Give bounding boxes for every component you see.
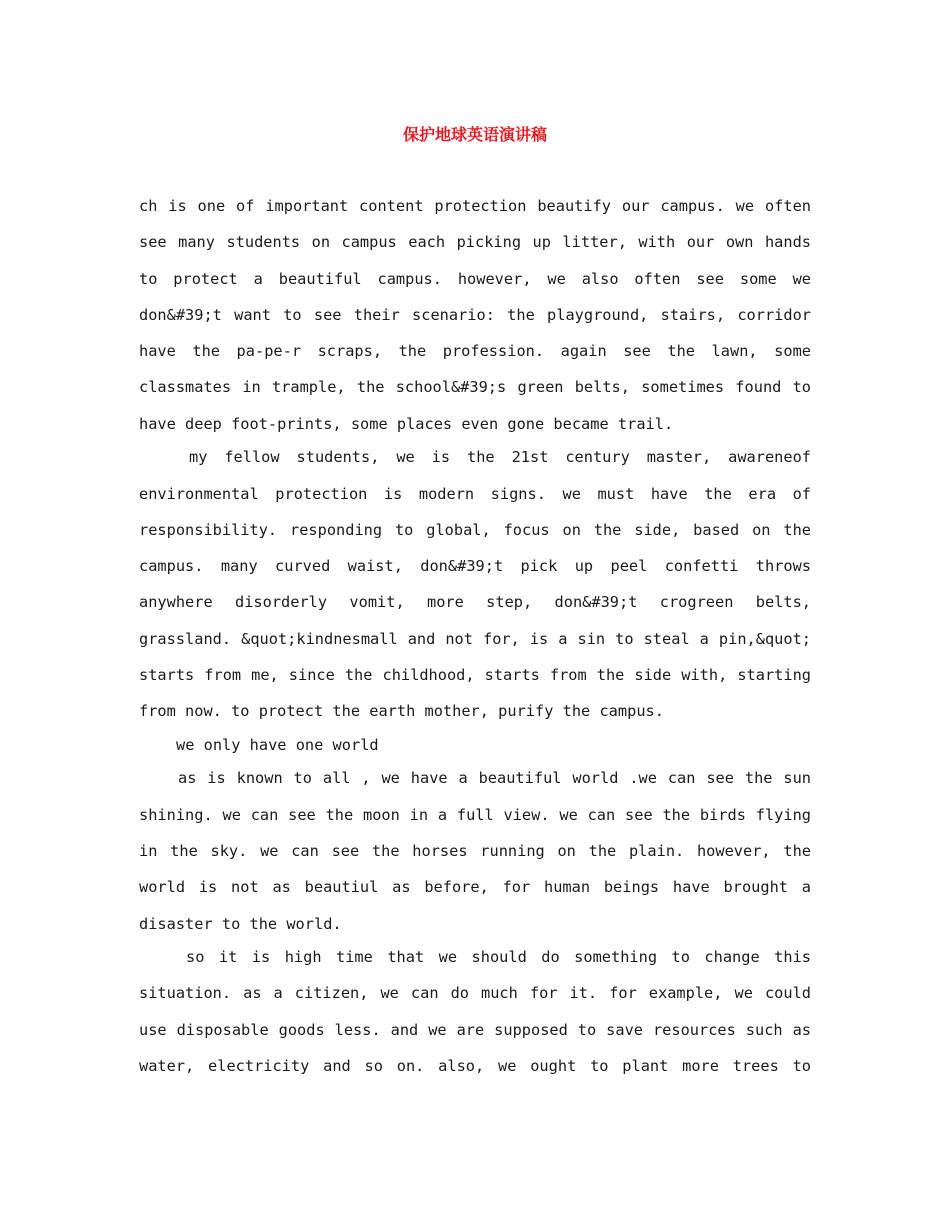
text-line: see many students on campus each picking up litter, with our own hands xyxy=(139,233,811,252)
text-line: classmates in trample, the school&#39;s green belts, sometimes found to xyxy=(139,378,811,397)
text-line: my fellow students, we is the 21st century master, awareneof xyxy=(189,448,811,467)
text-line: world is not as beautiul as before, for human beings have brought a xyxy=(139,878,811,897)
document-body xyxy=(139,194,811,1090)
text-line: responsibility. responding to global, focus on the side, based on the xyxy=(139,520,811,539)
paragraph-2 xyxy=(139,445,811,733)
text-line: have the pa-pe-r scraps, the profession. again see the lawn, some xyxy=(139,342,811,361)
text-line: situation. as a citizen, we can do much for it. for example, we could xyxy=(139,984,811,1003)
text-line: to protect a beautiful campus. however, we also often see some we xyxy=(139,269,811,288)
text-line: so it is high time that we should do something to change this xyxy=(186,948,811,967)
text-line: starts from me, since the childhood, starts from the side with, starting xyxy=(139,666,811,685)
text-line: grassland. &quot;kindnesmall and not for, is a sin to steal a pin,&quot; xyxy=(139,629,811,648)
text-line: environmental protection is modern signs. we must have the era of xyxy=(139,484,811,503)
paragraph-4 xyxy=(139,766,811,945)
text-line: water, electricity and so on. also, we ought to plant more trees to xyxy=(139,1056,811,1075)
text-line: shining. we can see the moon in a full view. we can see the birds flying xyxy=(139,805,811,824)
text-line: ch is one of important content protection beautify our campus. we often xyxy=(139,197,811,215)
section-heading: we only have one world xyxy=(176,735,379,754)
text-line: from now. to protect the earth mother, purify the campus. xyxy=(139,702,664,721)
text-line: as is known to all , we have a beautiful world .we can see the sun xyxy=(178,769,811,788)
text-line: don&#39;t want to see their scenario: the playground, stairs, corridor xyxy=(139,305,811,324)
text-line: disaster to the world. xyxy=(139,914,342,933)
text-line: have deep foot-prints, some places even gone became trail. xyxy=(139,414,674,433)
paragraph-5 xyxy=(139,945,811,1090)
paragraph-1 xyxy=(139,194,811,445)
paragraph-3 xyxy=(139,733,811,767)
page-title: 保护地球英语演讲稿 xyxy=(402,125,547,144)
text-line: campus. many curved waist, don&#39;t pick up peel confetti throws xyxy=(139,557,811,576)
text-line: use disposable goods less. and we are supposed to save resources such as xyxy=(139,1020,811,1039)
text-line: in the sky. we can see the horses running on the plain. however, the xyxy=(139,841,811,860)
text-line: anywhere disorderly vomit, more step, don&#39;t crogreen belts, xyxy=(139,593,811,612)
